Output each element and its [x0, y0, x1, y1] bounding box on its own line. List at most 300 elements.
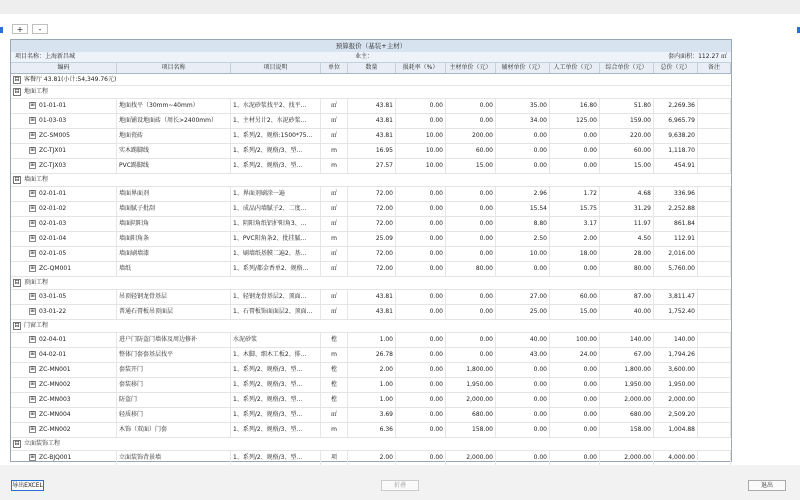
collapse-button[interactable]: 折叠 — [381, 480, 419, 491]
cell-qty: 1.00 — [348, 393, 396, 407]
column-header-qty: 数量 — [348, 63, 396, 73]
cell-labor-price: 0.00 — [550, 378, 600, 392]
cell-total: 3,811.47 — [654, 290, 698, 304]
cell-main-price: 80.00 — [446, 262, 496, 276]
cell-total: 5,760.00 — [654, 262, 698, 276]
row-expand-icon[interactable]: ⊞ — [30, 162, 35, 168]
cell-qty: 72.00 — [348, 262, 396, 276]
row-expand-icon[interactable]: ⊞ — [30, 336, 35, 342]
cell-labor-price: 16.80 — [550, 99, 600, 113]
cell-qty: 72.00 — [348, 247, 396, 261]
group-label: 客餐厅 43.81(小计:54,349.76元) — [24, 76, 117, 83]
cell-loss: 0.00 — [396, 187, 446, 201]
row-expand-icon[interactable]: ⊞ — [30, 381, 35, 387]
row-expand-icon[interactable]: ⊞ — [30, 117, 35, 123]
column-header-desc: 项目说明 — [231, 63, 321, 73]
cell-aux-price: 2.96 — [496, 187, 550, 201]
cell-labor-price: 0.00 — [550, 262, 600, 276]
section-label: 地面工程 — [24, 88, 49, 95]
cell-name: 地面找平（30mm~40mm） — [117, 99, 231, 113]
cell-loss: 0.00 — [396, 232, 446, 246]
cell-note — [698, 393, 731, 407]
cell-code — [11, 333, 117, 347]
cell-labor-price: 1.72 — [550, 187, 600, 201]
cell-main-price: 2,000.00 — [446, 451, 496, 465]
cell-labor-price: 15.00 — [550, 305, 600, 319]
section-row[interactable] — [11, 277, 731, 290]
row-expand-icon[interactable]: ⊞ — [30, 396, 35, 402]
row-expand-icon[interactable]: ⊞ — [30, 102, 35, 108]
cell-aux-price: 43.00 — [496, 348, 550, 362]
table-row[interactable] — [11, 378, 731, 393]
cell-labor-price: 24.00 — [550, 348, 600, 362]
row-code-text: 04-02-01 — [39, 351, 67, 358]
cell-desc: 1、系列/都金香单2、规格... — [231, 262, 321, 276]
cell-unit-price: 67.00 — [600, 348, 654, 362]
cell-code — [11, 348, 117, 362]
cell-desc: 1、PVC阳角条2、批挂腻... — [231, 232, 321, 246]
section-toggle-icon[interactable]: ⊟ — [14, 439, 20, 447]
cell-unit-price: 11.97 — [600, 217, 654, 231]
cell-qty: 3.69 — [348, 408, 396, 422]
cell-name: 地面瓷砖 — [117, 129, 231, 143]
cell-main-price: 0.00 — [446, 114, 496, 128]
column-header-unit-price: 综合单价（元） — [600, 63, 654, 73]
cell-name: 墙面阳角条 — [117, 232, 231, 246]
cell-note — [698, 129, 731, 143]
cell-loss: 0.00 — [396, 305, 446, 319]
column-header-unit: 单位 — [321, 63, 348, 73]
cell-main-price: 0.00 — [446, 290, 496, 304]
row-code-text: ZC-QM001 — [39, 265, 72, 272]
owner-label: 业主： — [355, 53, 374, 60]
cell-labor-price: 2.00 — [550, 232, 600, 246]
cell-name: 轻质移门 — [117, 408, 231, 422]
cell-aux-price: 8.80 — [496, 217, 550, 231]
table-row[interactable] — [11, 187, 731, 202]
cell-qty: 16.95 — [348, 144, 396, 158]
group-toggle-icon[interactable]: ⊟ — [14, 75, 20, 83]
row-expand-icon[interactable]: ⊞ — [30, 190, 35, 196]
section-row[interactable] — [11, 320, 731, 333]
cell-unit: 樘 — [321, 333, 348, 347]
cell-name: 套装移门 — [117, 378, 231, 392]
table-row[interactable] — [11, 393, 731, 408]
row-code-text: ZC-SM005 — [39, 132, 70, 139]
cell-main-price: 15.00 — [446, 159, 496, 173]
cell-main-price: 200.00 — [446, 129, 496, 143]
table-row[interactable] — [11, 333, 731, 348]
cell-labor-price: 0.00 — [550, 423, 600, 437]
cell-aux-price: 10.00 — [496, 247, 550, 261]
cell-code — [11, 129, 117, 143]
cell-loss: 0.00 — [396, 333, 446, 347]
cell-total: 1,118.70 — [654, 144, 698, 158]
cell-labor-price: 0.00 — [550, 159, 600, 173]
cell-qty: 43.81 — [348, 99, 396, 113]
cell-code — [11, 423, 117, 437]
cell-unit: 樘 — [321, 363, 348, 377]
cell-code — [11, 202, 117, 216]
cell-loss: 0.00 — [396, 290, 446, 304]
table-row[interactable] — [11, 232, 731, 247]
cell-loss: 0.00 — [396, 408, 446, 422]
cell-qty: 26.78 — [348, 348, 396, 362]
cell-name: 墙面腻子批刮 — [117, 202, 231, 216]
cell-desc: 1、刷墙纸基膜二遍2、基... — [231, 247, 321, 261]
cell-desc: 1、主材另计2、水泥砂浆... — [231, 114, 321, 128]
section-toggle-icon[interactable]: ⊟ — [14, 278, 20, 286]
expand-all-button[interactable]: + — [12, 24, 28, 34]
cell-unit: ㎡ — [321, 408, 348, 422]
cell-desc: 1、水泥砂浆找平2、找平... — [231, 99, 321, 113]
cell-unit: m — [321, 348, 348, 362]
row-code-text: ZC-MN004 — [39, 411, 71, 418]
cell-note — [698, 305, 731, 319]
cell-unit-price: 1,950.00 — [600, 378, 654, 392]
cell-loss: 0.00 — [396, 378, 446, 392]
section-row[interactable] — [11, 438, 731, 451]
cell-total: 1,950.00 — [654, 378, 698, 392]
cell-note — [698, 217, 731, 231]
cell-note — [698, 144, 731, 158]
cell-code — [11, 247, 117, 261]
cell-unit-price: 28.00 — [600, 247, 654, 261]
project-info-row — [11, 52, 731, 63]
cell-loss: 0.00 — [396, 114, 446, 128]
cell-total: 6,965.79 — [654, 114, 698, 128]
cell-loss: 0.00 — [396, 202, 446, 216]
cell-note — [698, 451, 731, 465]
cell-qty: 1.00 — [348, 333, 396, 347]
row-expand-icon[interactable]: ⊞ — [30, 132, 35, 138]
cell-note — [698, 423, 731, 437]
cell-desc: 1、系列/2、规格/3、型... — [231, 451, 321, 465]
cell-aux-price: 0.00 — [496, 451, 550, 465]
row-expand-icon[interactable]: ⊞ — [30, 411, 35, 417]
cell-loss: 0.00 — [396, 451, 446, 465]
cell-name: 墙面界面剂 — [117, 187, 231, 201]
section-label: 门窗工程 — [24, 322, 49, 329]
cell-loss: 0.00 — [396, 423, 446, 437]
section-label: 立面装饰工程 — [24, 440, 61, 447]
cell-main-price: 0.00 — [446, 232, 496, 246]
cell-unit: m — [321, 232, 348, 246]
table-row[interactable] — [11, 144, 731, 159]
cell-name: PVC踢脚线 — [117, 159, 231, 173]
cell-total: 3,600.00 — [654, 363, 698, 377]
cell-unit-price: 40.00 — [600, 305, 654, 319]
group-row-living-dining[interactable] — [11, 74, 731, 86]
cell-aux-price: 34.00 — [496, 114, 550, 128]
cell-name: 吊顶轻钢龙骨基层 — [117, 290, 231, 304]
cell-aux-price: 27.00 — [496, 290, 550, 304]
cell-total: 454.91 — [654, 159, 698, 173]
row-expand-icon[interactable]: ⊞ — [30, 220, 35, 226]
row-code-text: 02-01-05 — [39, 250, 67, 257]
cell-total: 2,016.00 — [654, 247, 698, 261]
cell-unit-price: 60.00 — [600, 144, 654, 158]
cell-desc: 1、系列/2、规格/3、型... — [231, 144, 321, 158]
cell-qty: 6.36 — [348, 423, 396, 437]
cell-note — [698, 408, 731, 422]
table-row[interactable] — [11, 217, 731, 232]
row-expand-icon[interactable]: ⊞ — [30, 147, 35, 153]
cell-unit: ㎡ — [321, 217, 348, 231]
cell-desc: 1、阴阳角纸铝护阳角3、... — [231, 217, 321, 231]
export-excel-button[interactable]: 导出EXCEL — [12, 482, 43, 489]
cell-unit-price: 31.29 — [600, 202, 654, 216]
cell-note — [698, 262, 731, 276]
cell-note — [698, 99, 731, 113]
cell-desc: 1、成品内墙腻子2、二度... — [231, 202, 321, 216]
table-row[interactable] — [11, 451, 731, 466]
cell-unit-price: 2,000.00 — [600, 451, 654, 465]
footer-bar — [0, 465, 800, 500]
cell-main-price: 0.00 — [446, 247, 496, 261]
cell-unit: m — [321, 159, 348, 173]
row-code-text: 01-03-03 — [39, 117, 67, 124]
cell-qty: 43.81 — [348, 290, 396, 304]
cell-note — [698, 202, 731, 216]
cell-labor-price: 0.00 — [550, 451, 600, 465]
cell-unit-price: 87.00 — [600, 290, 654, 304]
area-label: 套内面积：112.27 ㎡ — [668, 53, 727, 60]
cell-unit-price: 4.68 — [600, 187, 654, 201]
column-header-note: 备注 — [698, 63, 731, 73]
cell-main-price: 1,950.00 — [446, 378, 496, 392]
cell-unit-price: 158.00 — [600, 423, 654, 437]
cell-code — [11, 305, 117, 319]
cell-qty: 72.00 — [348, 202, 396, 216]
column-header-aux-price: 辅材单价（元） — [496, 63, 550, 73]
cell-unit: ㎡ — [321, 290, 348, 304]
table-row[interactable] — [11, 129, 731, 144]
cell-qty: 43.81 — [348, 305, 396, 319]
cell-name: 木饰（双面）门套 — [117, 423, 231, 437]
cell-loss: 0.00 — [396, 99, 446, 113]
cell-code — [11, 159, 117, 173]
cell-qty: 25.09 — [348, 232, 396, 246]
table-row[interactable] — [11, 159, 731, 174]
cell-labor-price: 18.00 — [550, 247, 600, 261]
exit-button[interactable]: 退出 — [748, 480, 786, 491]
row-code-text: 02-01-04 — [39, 235, 67, 242]
row-expand-icon[interactable]: ⊞ — [30, 293, 35, 299]
row-code-text: 01-01-01 — [39, 102, 67, 109]
cell-note — [698, 363, 731, 377]
cell-desc: 1、系列/2、规格/3、型... — [231, 423, 321, 437]
cell-note — [698, 159, 731, 173]
cell-desc: 1、系列/2、规格:1500*75... — [231, 129, 321, 143]
cell-labor-price: 0.00 — [550, 363, 600, 377]
cell-unit: ㎡ — [321, 262, 348, 276]
cell-desc: 1、系列/2、规格/3、型... — [231, 408, 321, 422]
cell-unit-price: 15.00 — [600, 159, 654, 173]
section-toggle-icon[interactable]: ⊟ — [14, 87, 20, 95]
row-code-text: 03-01-22 — [39, 308, 67, 315]
table-row[interactable] — [11, 423, 731, 438]
cell-unit: ㎡ — [321, 202, 348, 216]
cell-total: 9,638.20 — [654, 129, 698, 143]
table-row[interactable] — [11, 247, 731, 262]
cell-name: 立面装饰背景墙 — [117, 451, 231, 465]
cell-note — [698, 187, 731, 201]
cell-main-price: 0.00 — [446, 217, 496, 231]
collapse-all-button[interactable]: - — [32, 24, 48, 34]
cell-unit-price: 51.80 — [600, 99, 654, 113]
row-code-text: ZC-BJQ001 — [39, 454, 72, 461]
cell-labor-price: 0.00 — [550, 129, 600, 143]
cell-unit: ㎡ — [321, 247, 348, 261]
cell-main-price: 158.00 — [446, 423, 496, 437]
cell-unit-price: 159.00 — [600, 114, 654, 128]
section-row[interactable] — [11, 86, 731, 99]
cell-name: 普通石膏板吊顶面层 — [117, 305, 231, 319]
section-toggle-icon[interactable]: ⊟ — [14, 175, 20, 183]
row-expand-icon[interactable]: ⊞ — [30, 265, 35, 271]
cell-name: 整体门套套基层找平 — [117, 348, 231, 362]
cell-loss: 0.00 — [396, 262, 446, 276]
table-row[interactable] — [11, 290, 731, 305]
table-row[interactable] — [11, 408, 731, 423]
row-expand-icon[interactable]: ⊞ — [30, 366, 35, 372]
cell-qty: 27.57 — [348, 159, 396, 173]
cell-code — [11, 99, 117, 113]
cell-note — [698, 348, 731, 362]
cell-main-price: 60.00 — [446, 144, 496, 158]
cell-note — [698, 378, 731, 392]
cell-main-price: 0.00 — [446, 202, 496, 216]
cell-desc: 1、石膏板饰面面层2、顶面... — [231, 305, 321, 319]
cell-note — [698, 290, 731, 304]
cell-total: 1,752.40 — [654, 305, 698, 319]
row-expand-icon[interactable]: ⊞ — [30, 205, 35, 211]
cell-main-price: 0.00 — [446, 187, 496, 201]
cell-main-price: 0.00 — [446, 348, 496, 362]
table-row[interactable] — [11, 99, 731, 114]
cell-loss: 10.00 — [396, 159, 446, 173]
cell-unit: ㎡ — [321, 187, 348, 201]
cell-unit: 项 — [321, 451, 348, 465]
cell-aux-price: 0.00 — [496, 378, 550, 392]
section-row[interactable] — [11, 174, 731, 187]
cell-total: 1,794.26 — [654, 348, 698, 362]
table-row[interactable] — [11, 262, 731, 277]
cell-main-price: 680.00 — [446, 408, 496, 422]
row-code-text: ZC-MN003 — [39, 396, 71, 403]
cell-aux-price: 0.00 — [496, 144, 550, 158]
cell-loss: 0.00 — [396, 393, 446, 407]
cell-unit-price: 220.00 — [600, 129, 654, 143]
row-code-text: 02-01-01 — [39, 190, 67, 197]
cell-labor-price: 60.00 — [550, 290, 600, 304]
cell-qty: 72.00 — [348, 187, 396, 201]
row-code-text: ZC-MN001 — [39, 366, 71, 373]
cell-aux-price: 0.00 — [496, 363, 550, 377]
row-expand-icon[interactable]: ⊞ — [30, 235, 35, 241]
cell-code — [11, 378, 117, 392]
table-header — [11, 63, 731, 74]
cell-desc: 1、系列/2、规格/3、型... — [231, 363, 321, 377]
column-header-code: 编码 — [11, 63, 117, 73]
cell-note — [698, 333, 731, 347]
cell-main-price: 0.00 — [446, 99, 496, 113]
cell-unit-price: 140.00 — [600, 333, 654, 347]
cell-note — [698, 114, 731, 128]
cell-unit: 樘 — [321, 378, 348, 392]
table-title: 预算报价（基装+主材） — [11, 40, 731, 52]
cell-qty: 43.81 — [348, 114, 396, 128]
column-header-total: 总价（元） — [654, 63, 698, 73]
table-row[interactable] — [11, 363, 731, 378]
cell-total: 336.96 — [654, 187, 698, 201]
cell-aux-price: 40.00 — [496, 333, 550, 347]
left-edge-marker — [0, 27, 3, 33]
row-code-text: 03-01-05 — [39, 293, 67, 300]
cell-code — [11, 393, 117, 407]
cell-note — [698, 232, 731, 246]
cell-unit: m — [321, 423, 348, 437]
cell-desc: 1、系列/2、规格/3、型... — [231, 393, 321, 407]
cell-code — [11, 144, 117, 158]
cell-total: 4,000.00 — [654, 451, 698, 465]
cell-loss: 10.00 — [396, 129, 446, 143]
section-label: 墙面工程 — [24, 176, 49, 183]
row-expand-icon[interactable]: ⊞ — [30, 308, 35, 314]
row-expand-icon[interactable]: ⊞ — [30, 426, 35, 432]
row-code-text: ZC-TJX01 — [39, 147, 67, 154]
cell-unit-price: 1,800.00 — [600, 363, 654, 377]
row-expand-icon[interactable]: ⊞ — [30, 351, 35, 357]
column-header-main-price: 主材单价（元） — [446, 63, 496, 73]
column-header-loss: 损耗率（%） — [396, 63, 446, 73]
cell-code — [11, 408, 117, 422]
table-row[interactable] — [11, 202, 731, 217]
cell-loss: 10.00 — [396, 144, 446, 158]
cell-aux-price: 0.00 — [496, 129, 550, 143]
cell-labor-price: 100.00 — [550, 333, 600, 347]
window-top-bar — [0, 0, 800, 14]
cell-desc: 1、木脚、细木工板2、排... — [231, 348, 321, 362]
cell-name: 套装开门 — [117, 363, 231, 377]
table-row[interactable] — [11, 114, 731, 129]
section-label: 顶面工程 — [24, 279, 49, 286]
cell-aux-price: 0.00 — [496, 159, 550, 173]
cell-main-price: 0.00 — [446, 305, 496, 319]
row-expand-icon[interactable]: ⊞ — [30, 454, 35, 460]
row-expand-icon[interactable]: ⊞ — [30, 250, 35, 256]
cell-unit-price: 4.50 — [600, 232, 654, 246]
row-code-text: ZC-TJX03 — [39, 162, 67, 169]
cell-code — [11, 451, 117, 465]
cell-unit-price: 80.00 — [600, 262, 654, 276]
table-row[interactable] — [11, 348, 731, 363]
table-row[interactable] — [11, 305, 731, 320]
cell-main-price: 2,000.00 — [446, 393, 496, 407]
cell-code — [11, 217, 117, 231]
cell-total: 2,269.36 — [654, 99, 698, 113]
cell-main-price: 0.00 — [446, 333, 496, 347]
section-toggle-icon[interactable]: ⊟ — [14, 321, 20, 329]
cell-code — [11, 363, 117, 377]
cell-desc: 水泥砂浆 — [231, 333, 321, 347]
cell-desc: 1、系列/2、规格/3、型... — [231, 378, 321, 392]
cell-unit: m — [321, 144, 348, 158]
cell-aux-price: 0.00 — [496, 423, 550, 437]
cell-code — [11, 114, 117, 128]
cell-total: 861.84 — [654, 217, 698, 231]
